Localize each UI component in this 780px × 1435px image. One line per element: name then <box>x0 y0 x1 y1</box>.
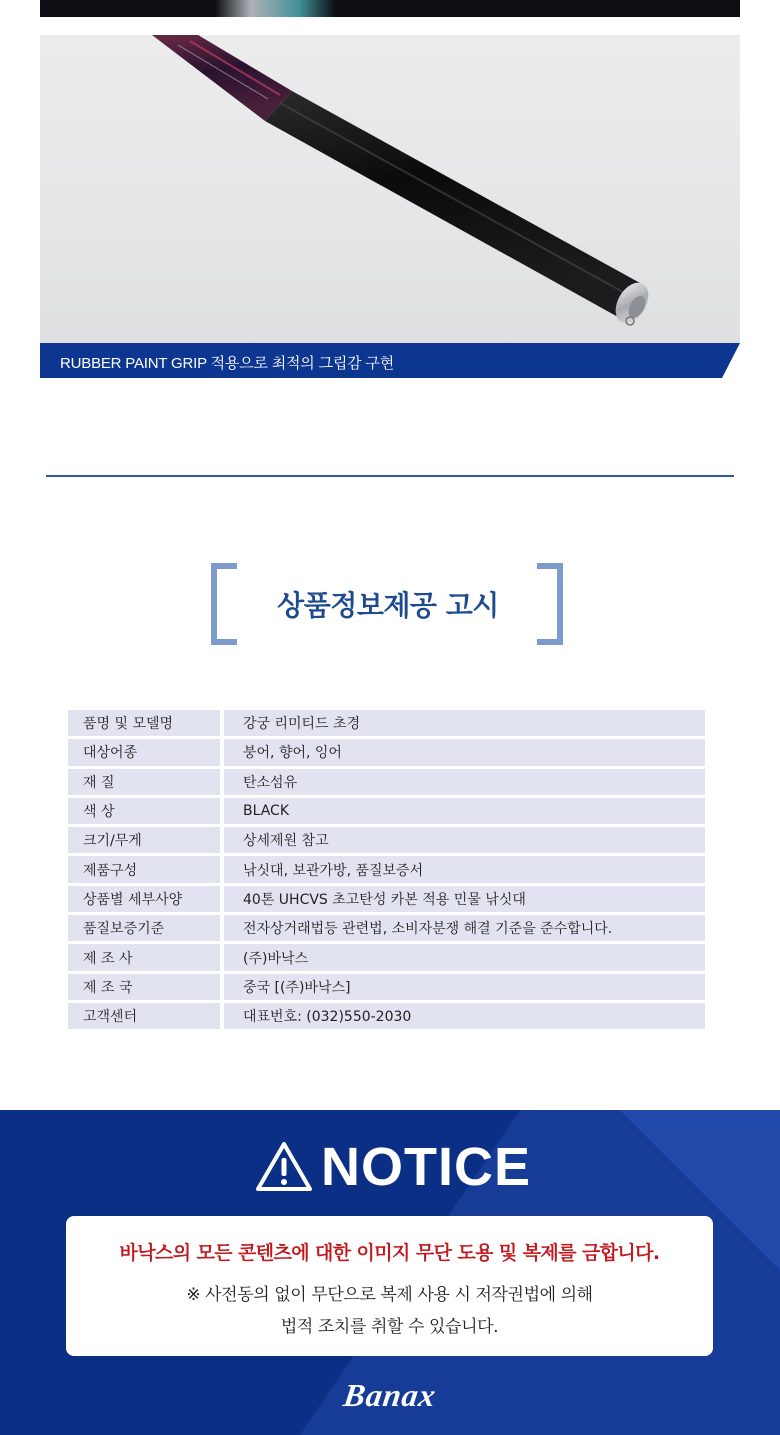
table-row-value: 대표번호: (032)550-2030 <box>224 1003 705 1032</box>
table-row <box>68 798 705 827</box>
table-row-label: 품질보증기준 <box>68 915 220 944</box>
table-row <box>68 1003 705 1032</box>
notice-message-box <box>66 1216 713 1356</box>
notice-heading <box>255 1135 531 1199</box>
fishing-rod-illustration <box>40 35 740 343</box>
table-row <box>68 739 705 768</box>
table-row-label: 제 조 국 <box>68 974 220 1003</box>
table-row-value: 중국 [(주)바낙스] <box>224 974 705 1003</box>
rod-tip-glint <box>215 0 335 17</box>
photo-caption-bar <box>40 343 740 378</box>
table-row <box>68 827 705 856</box>
notice-title: NOTICE <box>321 1137 532 1197</box>
table-row-value: 낚싯대, 보관가방, 품질보증서 <box>224 856 705 885</box>
table-row-value: 강궁 리미티드 초경 <box>224 710 705 739</box>
table-row-label: 재 질 <box>68 769 220 798</box>
right-bracket-decoration <box>537 563 563 645</box>
table-row <box>68 944 705 973</box>
table-row <box>68 974 705 1003</box>
table-row <box>68 710 705 739</box>
table-row-label: 제 조 사 <box>68 944 220 973</box>
previous-photo-strip <box>40 0 740 17</box>
notice-sub-text-2: 법적 조치를 취할 수 있습니다. <box>280 1317 499 1337</box>
table-row-value: 상세제원 참고 <box>224 827 705 856</box>
table-row-label: 제품구성 <box>68 856 220 885</box>
rod-grip-photo <box>40 35 740 343</box>
table-row-value: 탄소섬유 <box>224 769 705 798</box>
banax-logo: Banax <box>341 1377 439 1413</box>
section-title: 상품정보제공 고시 <box>277 589 499 622</box>
table-row <box>68 856 705 885</box>
table-row-value: 40톤 UHCVS 초고탄성 카본 적용 민물 낚싯대 <box>224 886 705 915</box>
table-row <box>68 769 705 798</box>
notice-sub-text-1: ※ 사전동의 없이 무단으로 복제 사용 시 저작권법에 의해 <box>186 1285 593 1305</box>
table-row-label: 품명 및 모델명 <box>68 710 220 739</box>
table-row-label: 대상어종 <box>68 739 220 768</box>
table-row-value: 전자상거래법등 관련법, 소비자분쟁 해결 기준을 준수합니다. <box>224 915 705 944</box>
photo-caption: RUBBER PAINT GRIP 적용으로 최적의 그립감 구현 <box>60 355 394 372</box>
table-row-value: BLACK <box>224 798 705 827</box>
table-row-value: 붕어, 향어, 잉어 <box>224 739 705 768</box>
table-row-label: 색 상 <box>68 798 220 827</box>
table-row-label: 크기/무게 <box>68 827 220 856</box>
table-row <box>68 886 705 915</box>
warning-triangle-icon <box>255 1141 313 1193</box>
section-divider <box>46 475 734 477</box>
table-row-label: 고객센터 <box>68 1003 220 1032</box>
table-row <box>68 915 705 944</box>
left-bracket-decoration <box>211 563 237 645</box>
product-info-table <box>68 710 705 1032</box>
table-row-value: (주)바낙스 <box>224 944 705 973</box>
notice-warning-text: 바낙스의 모든 콘텐츠에 대한 이미지 무단 도용 및 복제를 금합니다. <box>119 1242 660 1264</box>
table-row-label: 상품별 세부사양 <box>68 886 220 915</box>
